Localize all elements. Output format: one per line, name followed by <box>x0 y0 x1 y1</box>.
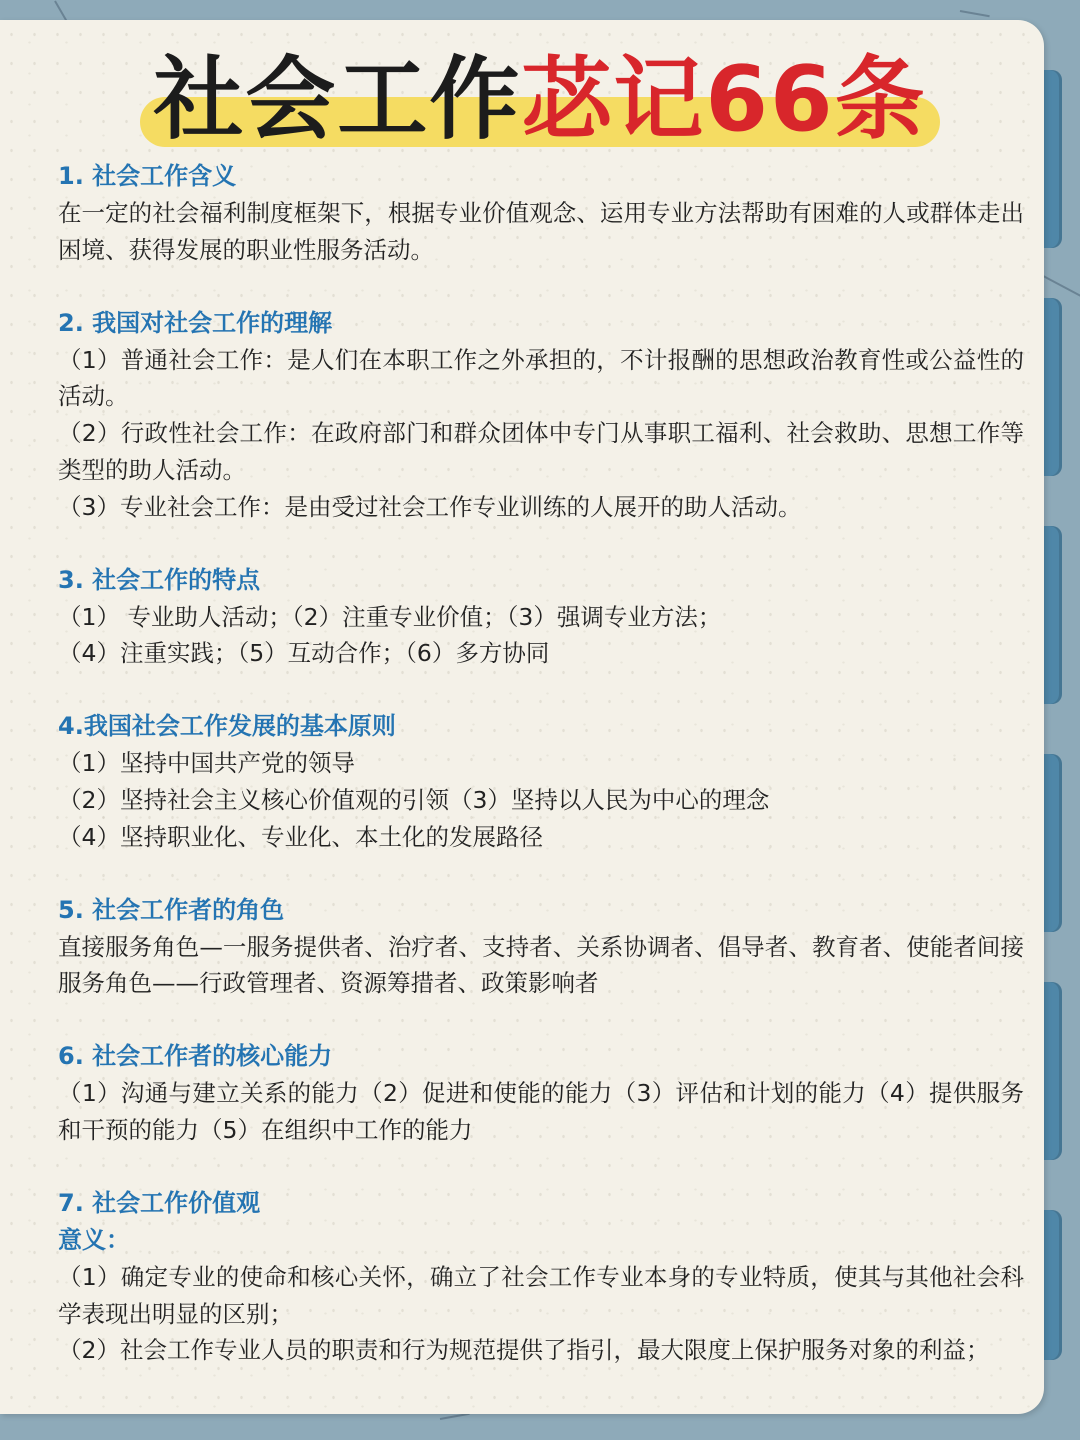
section-paragraph: （4）注重实践；（5）互动合作；（6）多方协同 <box>58 639 550 668</box>
section-heading: 5. 社会工作者的角色 <box>58 895 285 924</box>
section-7 <box>58 1185 1024 1369</box>
title-part-black: 社会工作 <box>153 47 522 152</box>
section-heading: 6. 社会工作者的核心能力 <box>58 1042 333 1071</box>
section-paragraph: （3）专业社会工作：是由受过社会工作专业训练的人展开的助人活动。 <box>58 492 802 521</box>
section-paragraph: （4）坚持职业化、专业化、本土化的发展路径 <box>58 822 543 851</box>
section-heading: 7. 社会工作价值观 <box>58 1188 261 1217</box>
section-heading: 2. 我国对社会工作的理解 <box>58 308 333 337</box>
section-6 <box>58 1038 1024 1149</box>
notes-content <box>58 158 1024 1405</box>
section-paragraph: （2）坚持社会主义核心价值观的引领（3）坚持以人民为中心的理念 <box>58 785 770 814</box>
section-3 <box>58 562 1024 673</box>
section-5 <box>58 892 1024 1003</box>
section-subheading: 意义： <box>58 1225 130 1254</box>
section-4 <box>58 708 1024 855</box>
section-paragraph: （1）坚持中国共产党的领导 <box>58 749 355 778</box>
section-heading: 3. 社会工作的特点 <box>58 565 261 594</box>
section-1 <box>58 158 1024 269</box>
title-block <box>0 45 1080 155</box>
section-paragraph: （1）确定专业的使命和核心关怀，确立了社会工作专业本身的专业特质，使其与其他社会科学表现出明显的区别； <box>58 1262 1024 1328</box>
section-paragraph: 在一定的社会福利制度框架下，根据专业价值观念、运用专业方法帮助有困难的人或群体走出困境、获得发展的职业性服务活动。 <box>58 199 1024 264</box>
background-stroke <box>960 10 990 17</box>
section-paragraph: （2）社会工作专业人员的职责和行为规范提供了指引，最大限度上保护服务对象的利益； <box>58 1336 990 1365</box>
section-paragraph: （1）沟通与建立关系的能力（2）促进和使能的能力（3）评估和计划的能力（4）提供服务和干预的能力（5）在组织中工作的能力 <box>58 1079 1024 1144</box>
section-heading: 4.我国社会工作发展的基本原则 <box>58 712 396 741</box>
section-paragraph: （2）行政性社会工作：在政府部门和群众团体中专门从事职工福利、社会救助、思想工作等类型的助人活动。 <box>58 419 1024 484</box>
title-part-red: 苾记66条 <box>521 47 927 152</box>
section-paragraph: 直接服务角色—一服务提供者、治疗者、支持者、关系协调者、倡导者、教育者、使能者间接服务角色——行政管理者、资源筹措者、政策影响者 <box>58 932 1024 998</box>
page-title <box>0 45 1080 155</box>
section-paragraph: （1）普通社会工作：是人们在本职工作之外承担的，不计报酬的思想政治教育性或公益性的活动。 <box>58 345 1024 411</box>
section-heading: 1. 社会工作含义 <box>58 162 237 190</box>
section-2 <box>58 305 1024 526</box>
section-paragraph: （1） 专业助人活动；（2）注重专业价值；（3）强调专业方法； <box>58 602 722 631</box>
